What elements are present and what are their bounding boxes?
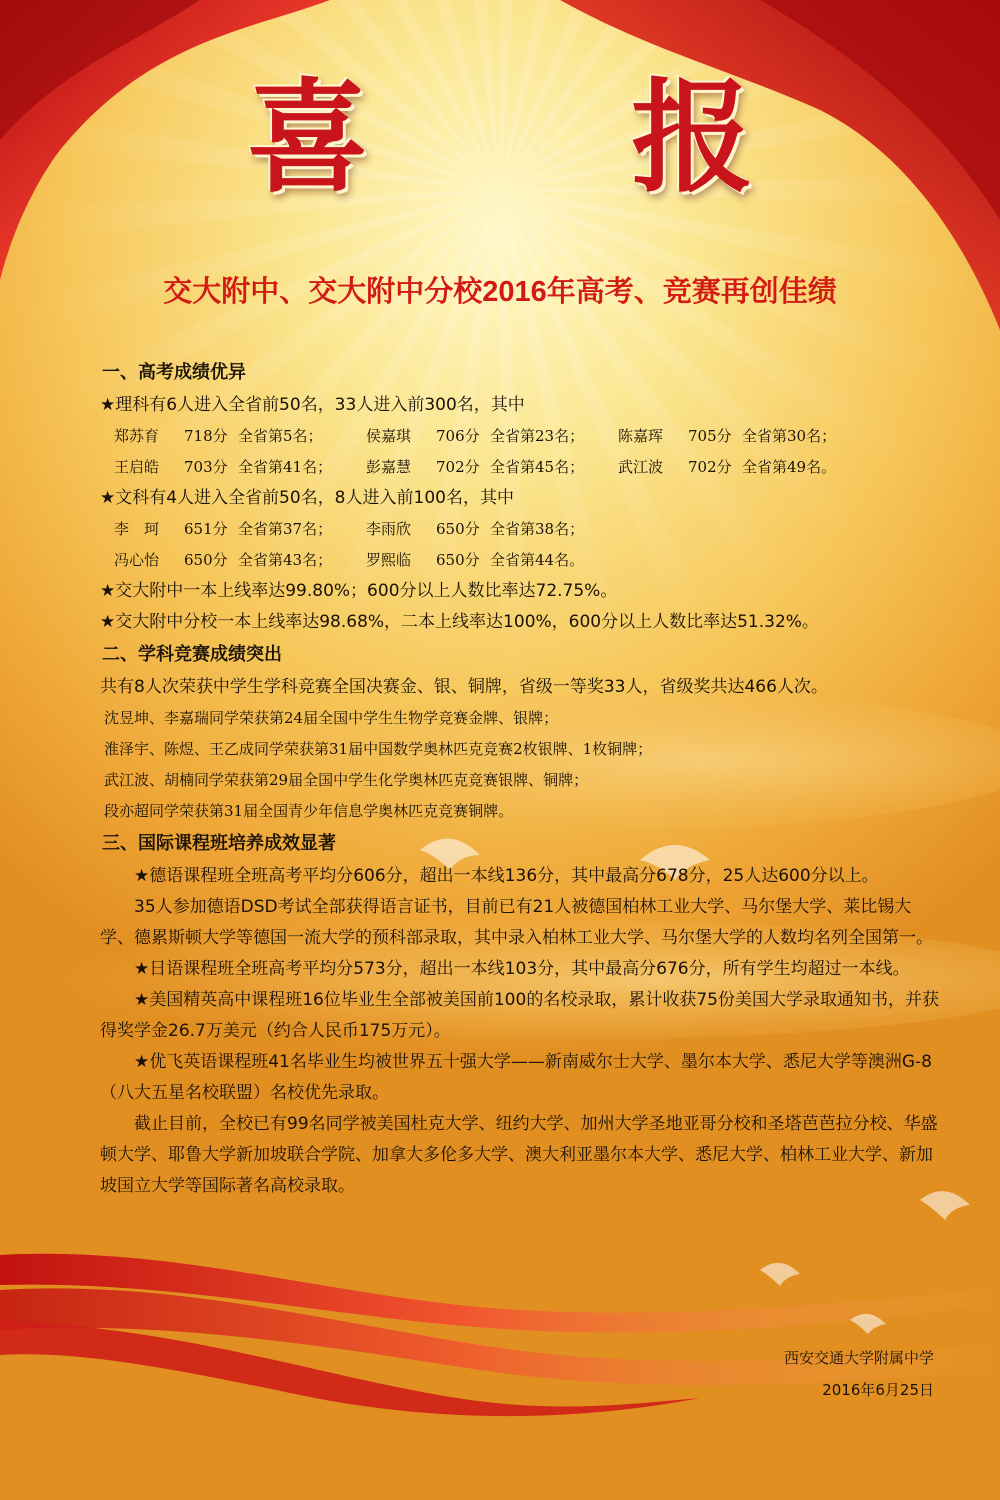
section-heading-competition: 二、学科竞赛成绩突出 (102, 644, 282, 665)
headline: 交大附中、交大附中分校2016年高考、竞赛再创佳绩 (163, 276, 837, 308)
student-rank: 全省第37名； (238, 520, 333, 538)
student-score: 650分 (184, 551, 228, 569)
signature-org: 西安交通大学附属中学 (783, 1349, 934, 1367)
signature-block (784, 1342, 934, 1406)
student-rank: 全省第44名。 (490, 551, 585, 569)
international-paragraph: ★德语课程班全班高考平均分606分，超出一本线136分，其中最高分678分，25人达600分以上。 (134, 866, 879, 886)
student-rank: 全省第41名； (238, 458, 333, 476)
student-score: 651分 (184, 520, 228, 538)
international-paragraph: ★日语课程班全班高考平均分573分，超出一本线103分，其中最高分676分，所有学生均超过一本线。 (134, 959, 910, 979)
student-score: 718分 (184, 427, 228, 445)
student-name: 彭嘉慧 (366, 458, 412, 476)
student-name: 陈嘉珲 (618, 427, 664, 445)
signature-date: 2016年6月25日 (822, 1381, 934, 1399)
student-rank: 全省第23名； (490, 427, 585, 445)
student-name: 郑苏育 (114, 427, 160, 445)
section-heading-international: 三、国际课程班培养成效显著 (102, 833, 336, 854)
student-rank: 全省第49名。 (742, 458, 837, 476)
student-name: 李 珂 (114, 520, 160, 538)
student-name: 冯心怡 (114, 551, 160, 569)
page-title: 喜 报 (246, 65, 864, 209)
competition-summary: 共有8人次荣获中学生学科竞赛全国决赛金、银、铜牌，省级一等奖33人，省级奖共达466人次。 (100, 677, 828, 697)
student-rank: 全省第30名； (742, 427, 837, 445)
score-row (114, 421, 940, 452)
student-score: 703分 (184, 458, 228, 476)
content-body (90, 356, 940, 1202)
student-rank: 全省第45名； (490, 458, 585, 476)
student-name: 侯嘉琪 (366, 427, 412, 445)
score-row (114, 545, 940, 576)
international-paragraph: ★美国精英高中课程班16位毕业生全部被美国前100的名校录取，累计收获75份美国大学录取通知书，并获得奖学金26.7万美元（约合人民币175万元）。 (100, 990, 939, 1041)
student-score: 650分 (436, 551, 480, 569)
student-score: 705分 (688, 427, 732, 445)
score-row (114, 452, 940, 483)
competition-item: 武江波、胡楠同学荣获第29届全国中学生化学奥林匹克竞赛银牌、铜牌； (104, 771, 589, 789)
student-name: 王启皓 (114, 458, 160, 476)
science-intro: ★理科有6人进入全省前50名，33人进入前300名，其中 (100, 395, 525, 415)
student-score: 702分 (436, 458, 480, 476)
student-name: 李雨欣 (366, 520, 412, 538)
student-rank: 全省第43名； (238, 551, 333, 569)
student-name: 罗熙临 (366, 551, 412, 569)
student-name: 武江波 (618, 458, 664, 476)
international-paragraph: ★优飞英语课程班41名毕业生均被世界五十强大学——新南威尔士大学、墨尔本大学、悉尼大学等澳洲G-8（八大五星名校联盟）名校优先录取。 (100, 1052, 932, 1103)
stat-line: ★交大附中分校一本上线率达98.68%，二本上线率达100%，600分以上人数比率达51.32%。 (100, 612, 819, 632)
student-score: 650分 (436, 520, 480, 538)
student-score: 706分 (436, 427, 480, 445)
stat-line: ★交大附中一本上线率达99.80%；600分以上人数比率达72.75%。 (100, 581, 618, 601)
competition-item: 沈昱坤、李嘉瑞同学荣获第24届全国中学生生物学竞赛金牌、银牌； (104, 709, 559, 727)
competition-item: 段亦超同学荣获第31届全国青少年信息学奥林匹克竞赛铜牌。 (104, 802, 514, 820)
arts-intro: ★文科有4人进入全省前50名，8人进入前100名，其中 (100, 488, 514, 508)
student-rank: 全省第5名； (238, 427, 323, 445)
score-row (114, 514, 940, 545)
student-score: 702分 (688, 458, 732, 476)
student-rank: 全省第38名； (490, 520, 585, 538)
international-paragraph: 35人参加德语DSD考试全部获得语言证书，目前已有21人被德国柏林工业大学、马尔堡大学、莱比锡大学、德累斯顿大学等德国一流大学的预科部录取，其中录入柏林工业大学、马尔堡大学的人数均名列全国第一。 (100, 897, 933, 948)
international-paragraph: 截止目前，全校已有99名同学被美国杜克大学、纽约大学、加州大学圣地亚哥分校和圣塔芭芭拉分校、华盛顿大学、耶鲁大学新加坡联合学院、加拿大多伦多大学、澳大利亚墨尔本大学、悉尼大学、柏林工业大学、新加坡国立大学等国际著名高校录取。 (100, 1114, 938, 1196)
competition-item: 淮泽宇、陈煜、王乙成同学荣获第31届中国数学奥林匹克竞赛2枚银牌、1枚铜牌； (104, 740, 653, 758)
section-heading-gaokao: 一、高考成绩优异 (102, 362, 246, 383)
